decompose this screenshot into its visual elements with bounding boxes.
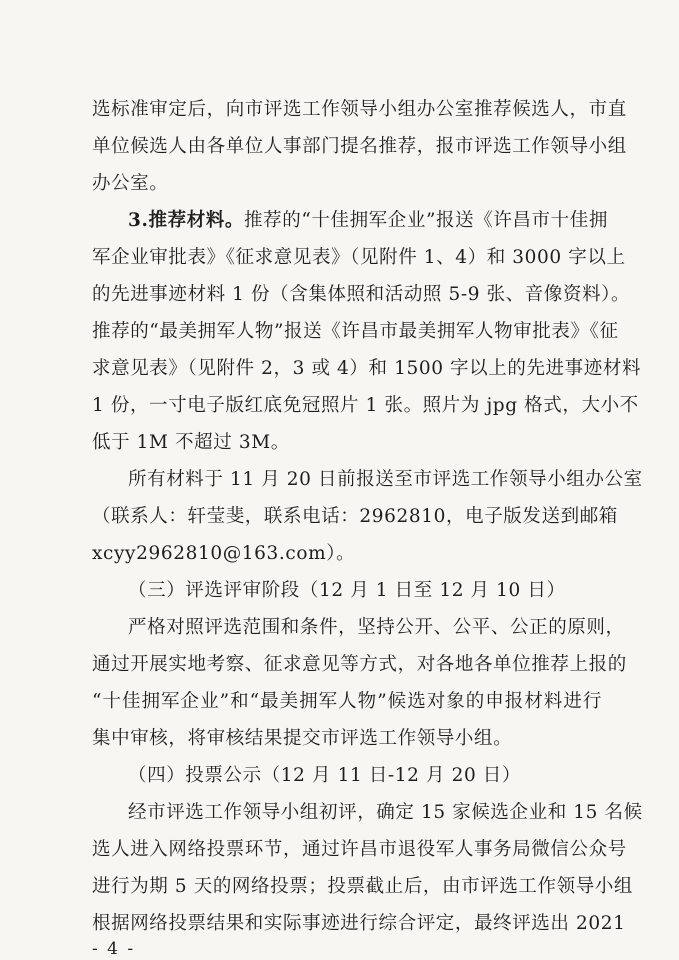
- body-line-20: 经市评选工作领导小组初评，确定 15 家候选企业和 15 名候: [128, 802, 643, 823]
- body-line-4: 推荐的“十佳拥军企业”报送《许昌市十佳拥: [244, 210, 608, 231]
- body-line-17: “十佳拥军企业”和“最美拥军人物”候选对象的申报材料进行: [92, 691, 602, 712]
- body-line-1: 选标准审定后，向市评选工作领导小组办公室推荐候选人，市直: [92, 99, 627, 120]
- body-line-5: 军企业审批表》《征求意见表》（见附件 1、4）和 3000 字以上: [92, 247, 626, 268]
- section-heading-review: （三）评选评审阶段（12 月 1 日至 12 月 10 日）: [128, 580, 566, 601]
- body-line-12: （联系人：轩莹斐，联系电话：2962810，电子版发送到邮箱: [92, 506, 618, 527]
- body-line-10: 低于 1M 不超过 3M。: [92, 432, 290, 453]
- body-line-9: 1 份，一寸电子版红底免冠照片 1 张。照片为 jpg 格式，大小不: [92, 395, 639, 416]
- body-line-8: 求意见表》（见附件 2，3 或 4）和 1500 字以上的先进事迹材料: [92, 358, 642, 379]
- body-line-18: 集中审核，将审核结果提交市评选工作领导小组。: [92, 728, 513, 749]
- body-line-22: 进行为期 5 天的网络投票；投票截止后，由市评选工作领导小组: [92, 876, 634, 897]
- body-line-15: 严格对照评选范围和条件，坚持公开、公平、公正的原则，: [128, 617, 625, 638]
- section-heading-voting: （四）投票公示（12 月 11 日-12 月 20 日）: [128, 765, 521, 786]
- body-line-16: 通过开展实地考察、征求意见等方式，对各地各单位推荐上报的: [92, 654, 627, 675]
- body-line-11: 所有材料于 11 月 20 日前报送至市评选工作领导小组办公室: [128, 469, 643, 490]
- body-line-6: 的先进事迹材料 1 份（含集体照和活动照 5-9 张、音像资料）。: [92, 284, 631, 305]
- page-number: - 4 -: [92, 939, 136, 959]
- body-line-2: 单位候选人由各单位人事部门提名推荐，报市评选工作领导小组: [92, 136, 627, 157]
- paragraph-materials-heading: [128, 209, 608, 233]
- body-line-21: 选人进入网络投票环节，通过许昌市退役军人事务局微信公众号: [92, 839, 627, 860]
- bold-lead-label: 3.推荐材料。: [128, 210, 245, 231]
- body-line-3: 办公室。: [92, 173, 169, 194]
- body-line-7: 推荐的“最美拥军人物”报送《许昌市最美拥军人物审批表》《征: [92, 321, 619, 342]
- body-line-23: 根据网络投票结果和实际事迹进行综合评定，最终评选出 2021: [92, 913, 626, 934]
- body-line-13: xcyy2962810@163.com）。: [92, 543, 356, 564]
